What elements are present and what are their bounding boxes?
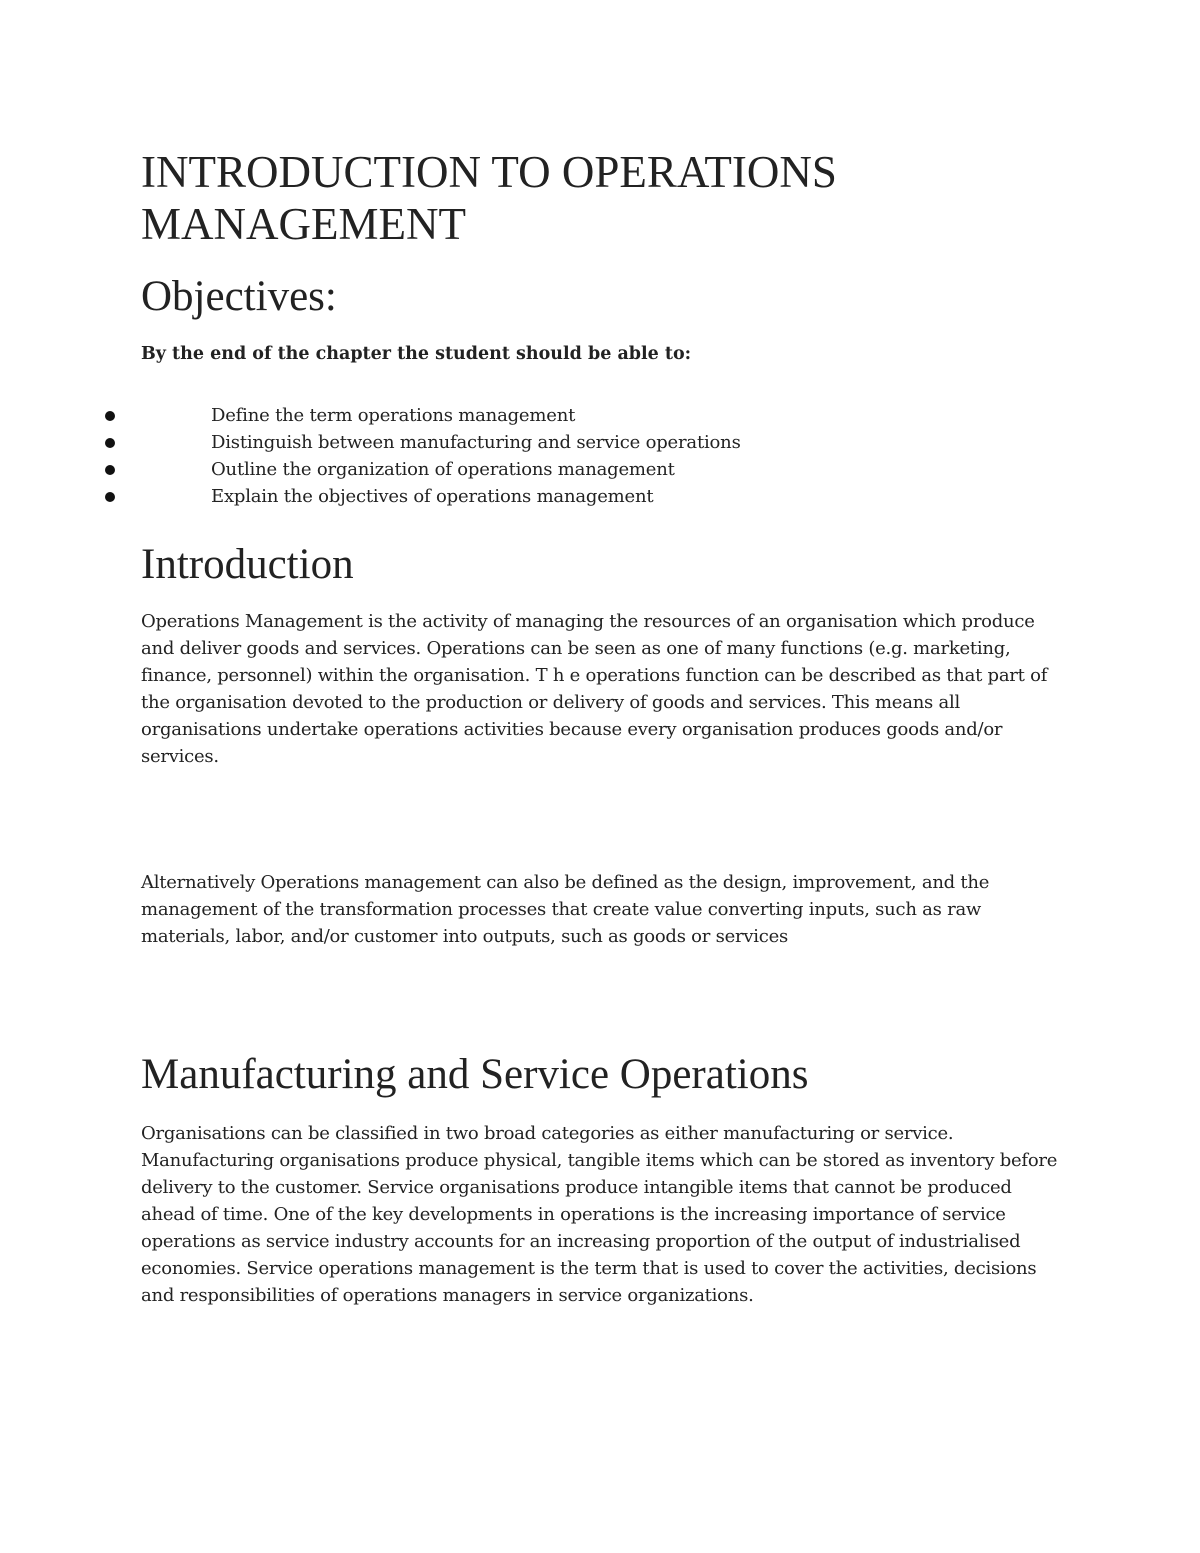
- manufacturing-heading: Manufacturing and Service Operations: [141, 1051, 809, 1098]
- document-title: INTRODUCTION TO OPERATIONS MANAGEMENT: [141, 147, 837, 249]
- list-item: [0, 456, 1200, 483]
- objective-text: Explain the objectives of operations management: [211, 486, 654, 507]
- objective-text: Define the term operations management: [211, 405, 576, 426]
- objectives-list: [0, 402, 1200, 510]
- manufacturing-paragraph: Organisations can be classified in two broad categories as either manufacturing or service. Manufacturing organisations produce physical, tangible items which can be stored as inventory before delivery to the customer. Service organisations produce intangible items that cannot be produced ahead of time. One of the key developments in operations is the increasing importance of service operations as service industry accounts for an increasing proportion of the output of industrialised economies. Service operations management is the term that is used to cover the activities, decisions and responsibilities of operations managers in service organizations.: [141, 1123, 1058, 1306]
- introduction-alternative-paragraph: Alternatively Operations management can also be defined as the design, improvement, and the management of the transformation processes that create value converting inputs, such as raw materials, labor, and/or customer into outputs, such as goods or services: [141, 872, 990, 947]
- objective-text: Distinguish between manufacturing and service operations: [211, 432, 741, 453]
- bullet-icon: [105, 492, 115, 502]
- objective-text: Outline the organization of operations management: [211, 459, 675, 480]
- list-item: [0, 402, 1200, 429]
- introduction-heading: Introduction: [141, 541, 354, 588]
- introduction-paragraph: Operations Management is the activity of managing the resources of an organisation which produce and deliver goods and services. Operations can be seen as one of many functions (e.g. marketing, finance, personnel) within the organisation. T h e operations function can be described as that part of the organisation devoted to the production or delivery of goods and services. This means all organisations undertake operations activities because every organisation produces goods and/or services.: [141, 611, 1048, 767]
- bullet-icon: [105, 411, 115, 421]
- bullet-icon: [105, 438, 115, 448]
- objectives-heading: Objectives:: [141, 273, 337, 320]
- list-item: [0, 483, 1200, 510]
- list-item: [0, 429, 1200, 456]
- objectives-lead: By the end of the chapter the student should be able to:: [141, 344, 692, 364]
- bullet-icon: [105, 465, 115, 475]
